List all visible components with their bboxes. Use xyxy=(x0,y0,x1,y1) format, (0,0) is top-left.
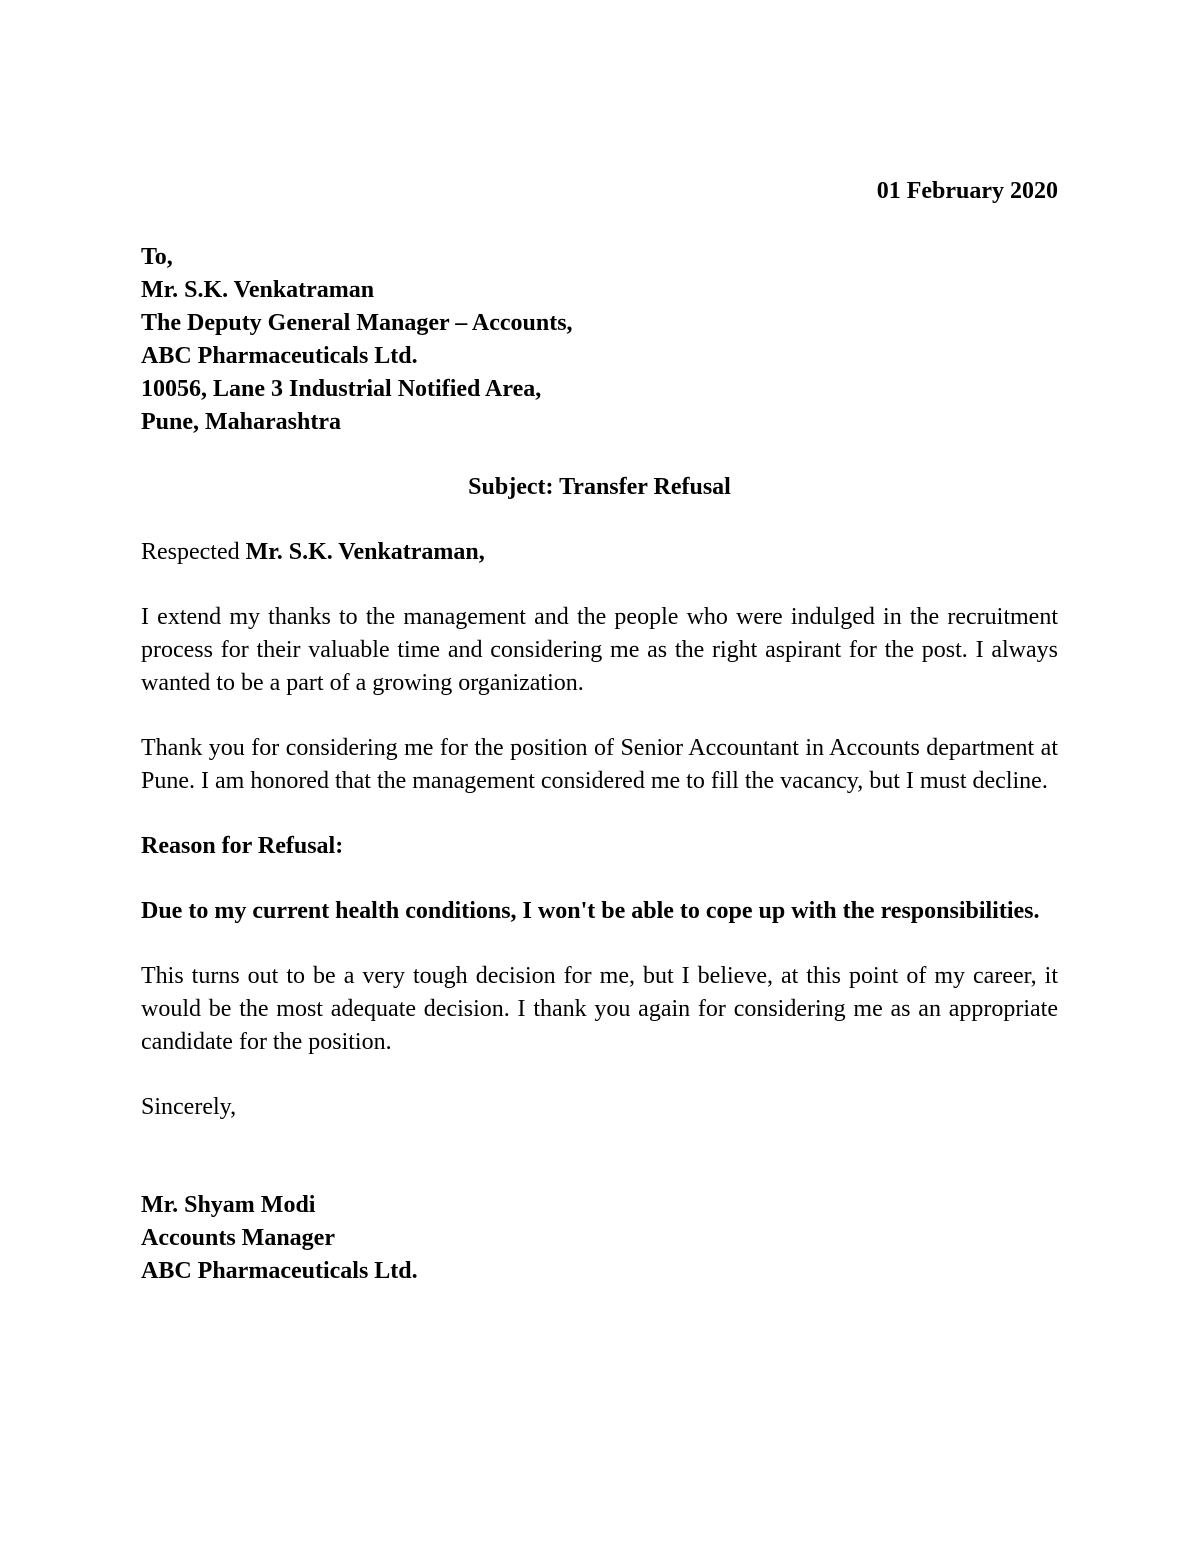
reason-heading: Reason for Refusal: xyxy=(141,833,344,859)
body-paragraph-2: Thank you for considering me for the position of Senior Accountant in Accounts department at Pune. I am honored that the management considered me to fill the vacancy, but I must decline. xyxy=(141,735,1058,794)
recipient-address: 10056, Lane 3 Industrial Notified Area, xyxy=(141,376,542,402)
recipient-title: The Deputy General Manager – Accounts, xyxy=(141,310,573,336)
recipient-to: To, xyxy=(141,244,173,270)
letter-subject: Subject: Transfer Refusal xyxy=(468,474,731,500)
letter-date: 01 February 2020 xyxy=(876,178,1058,204)
salutation xyxy=(141,536,1058,569)
signature-company: ABC Pharmaceuticals Ltd. xyxy=(141,1258,418,1284)
body-paragraph-3: This turns out to be a very tough decision for me, but I believe, at this point of my career, it would be the most adequate decision. I thank you again for considering me as an appropriate candidate for the position. xyxy=(141,963,1058,1055)
letter-page xyxy=(141,175,1058,1288)
closing: Sincerely, xyxy=(141,1094,237,1120)
body-paragraph-1: I extend my thanks to the management and the people who were indulged in the recruitment process for their valuable time and considering me as the right aspirant for the post. I always wanted to be a part of a growing organization. xyxy=(141,604,1058,696)
recipient-name: Mr. S.K. Venkatraman xyxy=(141,277,375,303)
signature-name: Mr. Shyam Modi xyxy=(141,1192,316,1218)
recipient-company: ABC Pharmaceuticals Ltd. xyxy=(141,343,418,369)
signature-block xyxy=(141,1189,1058,1288)
signature-title: Accounts Manager xyxy=(141,1225,335,1251)
salutation-name: Mr. S.K. Venkatraman, xyxy=(245,539,485,565)
recipient-block xyxy=(141,241,1058,439)
reason-text: Due to my current health conditions, I won't be able to cope up with the responsibilities. xyxy=(141,898,1040,924)
recipient-city: Pune, Maharashtra xyxy=(141,409,341,435)
salutation-prefix: Respected xyxy=(141,539,246,565)
